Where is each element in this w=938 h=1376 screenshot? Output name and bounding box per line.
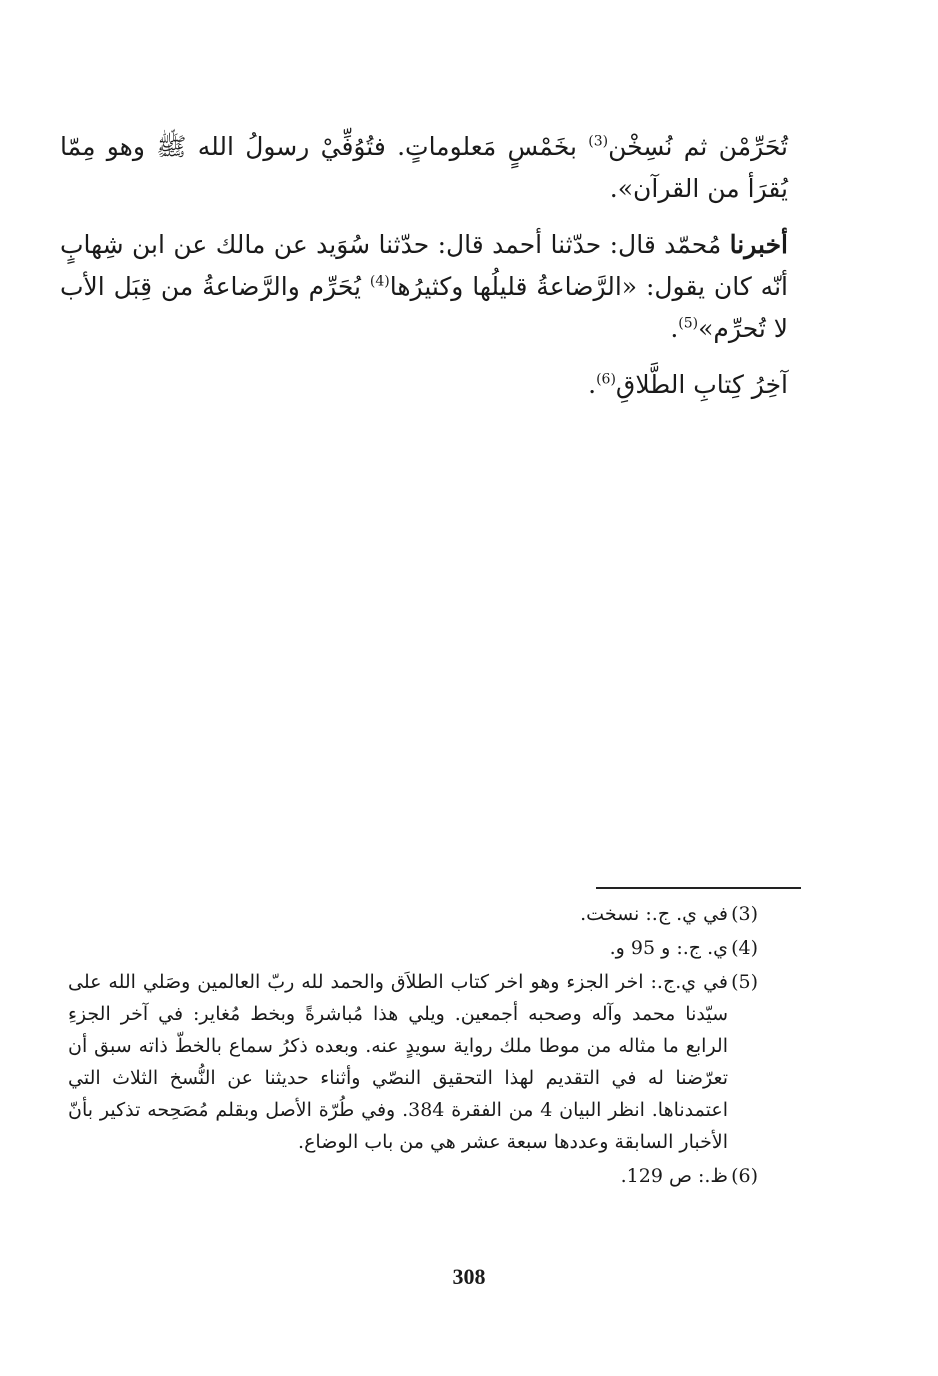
footnote-3 <box>68 898 758 930</box>
footnote-4 <box>68 932 758 964</box>
footnote-ref-3: (3) <box>588 133 609 150</box>
footnote-text: ظ.: ص 129. <box>620 1165 728 1187</box>
paragraph-2-end: . <box>670 314 679 343</box>
paragraph-1 <box>60 126 788 210</box>
footnote-text: في ي. ج.: نسخت. <box>580 903 728 925</box>
paragraph-2-text-a: مُحمّد قال: حدّثنا أحمد قال: حدّثنا سُوَيد عن مالك عن ابن شِهابٍ أنّه كان يقول: «الرَّضاعةُ قليلُها وكثيرُها <box>60 230 788 301</box>
footnote-ref-6: (6) <box>596 371 616 388</box>
book-end-line <box>60 364 788 406</box>
footnote-6 <box>68 1160 758 1192</box>
paragraph-1-rest: بخَمْسٍ مَعلوماتٍ. فتُوُفِّيْ رسولُ الله ﷺ وهو مِمّا يُقرَأ من القرآن». <box>60 132 788 203</box>
footnote-text: في ي.ج.: اخر الجزء وهو اخر كتاب الطلاَق والحمد لله ربّ العالمين وصَلي الله على سيّدنا محمد وآله وصحبه أجمعين. ويلي هذا مُباشرةً وبخط مُغاير: في آخر الجزءِ الرابع ما مثاله من موطا ملك رواية سويدٍ عنه. وبعده ذكرُ سماع بالخطّ ذاته سبق أن تعرّضنا له في التقديم لهذا التحقيق النصّي وأثناء حديثنا عن النُّسخ الثلاث التي اعتمدناها. انظر البيان 4 من الفقرة 384. وفي طُرّة الأصل وبقلم مُصَحِحه تذكير بأنّ الأخبار السابقة وعددها سبعة عشر هي من باب الوضاع. <box>68 971 728 1153</box>
footnote-text: ي. ج.: و 95 و. <box>609 937 728 959</box>
footnote-5 <box>68 966 758 1158</box>
book-end-text: آخِرُ كِتابِ الطَّلاقِ <box>615 370 788 399</box>
footnote-ref-5: (5) <box>678 315 699 332</box>
footnote-number: (5) <box>731 971 758 993</box>
paragraph-1-text: تُحَرِّمْن ثم نُسِخْن <box>608 132 788 161</box>
paragraph-2-lead: أخبرنا <box>729 230 788 259</box>
footnote-divider <box>596 887 801 889</box>
page-number: 308 <box>452 1264 486 1289</box>
main-text-block <box>60 126 788 420</box>
footnotes-block <box>68 898 758 1194</box>
footnote-number: (4) <box>731 937 758 959</box>
book-end-period: . <box>588 370 597 399</box>
paragraph-2-text-b: يُحَرِّم والرَّضاعةُ من قِبَل الأب لا تُحرِّم» <box>60 272 788 343</box>
footnote-number: (3) <box>731 903 758 925</box>
footnote-number: (6) <box>731 1165 758 1187</box>
footnote-ref-4: (4) <box>369 273 390 290</box>
paragraph-2 <box>60 224 788 350</box>
